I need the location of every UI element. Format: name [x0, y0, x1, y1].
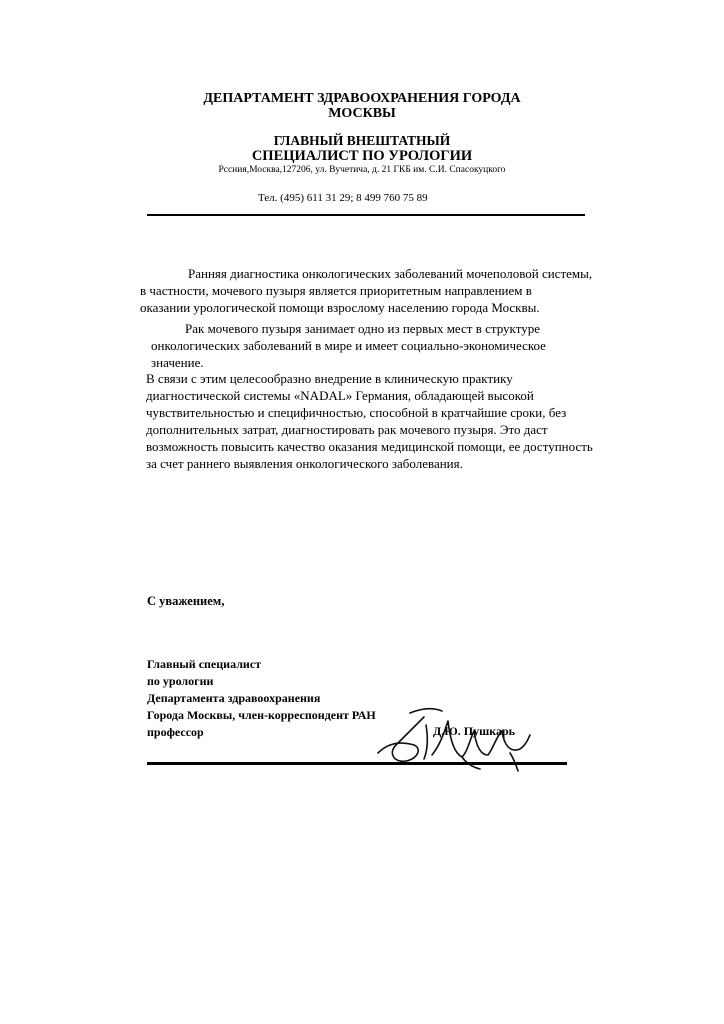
department-title-line1: ДЕПАРТАМЕНТ ЗДРАВООХРАНЕНИЯ ГОРОДА: [203, 91, 521, 106]
closing-regards: С уважением,: [147, 594, 225, 608]
specialist-title-line2: СПЕЦИАЛИСТ ПО УРОЛОГИИ: [251, 148, 473, 164]
signature-underline: [147, 762, 567, 765]
body-p3-line5: возможность повысить качество оказания медицинской помощи, ее доступность: [146, 439, 593, 454]
phone-line: Тел. (495) 611 31 29; 8 499 760 75 89: [258, 192, 428, 204]
body-p1-line2: в частности, мочевого пузыря является приоритетным направлением в: [140, 283, 532, 298]
body-p3-line3: чувствительностью и специфичностью, способной в кратчайшие сроки, без: [146, 405, 567, 420]
signatory-line2: по урологии: [147, 674, 214, 688]
body-p2-line3: значение.: [151, 355, 204, 370]
body-p3-line2: диагностической системы «NADAL» Германия, обладающей высокой: [146, 388, 534, 403]
header-divider: [147, 214, 585, 216]
department-title-line2: МОСКВЫ: [328, 106, 396, 121]
signatory-name: Д.Ю. Пушкарь: [433, 724, 515, 738]
signatory-line1: Главный специалист: [147, 657, 262, 671]
specialist-title-line1: ГЛАВНЫЙ ВНЕШТАТНЫЙ: [273, 133, 451, 148]
body-p3-line4: дополнительных затрат, диагностировать рак мочевого пузыря. Это даст: [146, 422, 548, 437]
signatory-line4: Города Москвы, член-корреспондент РАН: [147, 708, 376, 722]
address-line: Рссиия,Москва,127206, ул. Вучетича, д. 21 ГКБ им. С.И. Спасокуцкого: [218, 165, 506, 175]
signatory-title: профессор: [147, 725, 204, 739]
body-p1-line3: оказании урологической помощи взрослому населению города Москвы.: [140, 300, 540, 315]
body-p2-line2: онкологических заболеваний в мире и имеет социально-экономическое: [151, 338, 546, 353]
body-p1-line1: Ранняя диагностика онкологических заболеваний мочеполовой системы,: [188, 266, 593, 281]
signatory-line3: Департамента здравоохранения: [147, 691, 321, 705]
body-p2-line1: Рак мочевого пузыря занимает одно из первых мест в структуре: [185, 321, 540, 336]
body-p3-line1: В связи с этим целесообразно внедрение в клиническую практику: [146, 371, 513, 386]
body-p3-line6: за счет раннего выявления онкологического заболевания.: [146, 456, 463, 471]
